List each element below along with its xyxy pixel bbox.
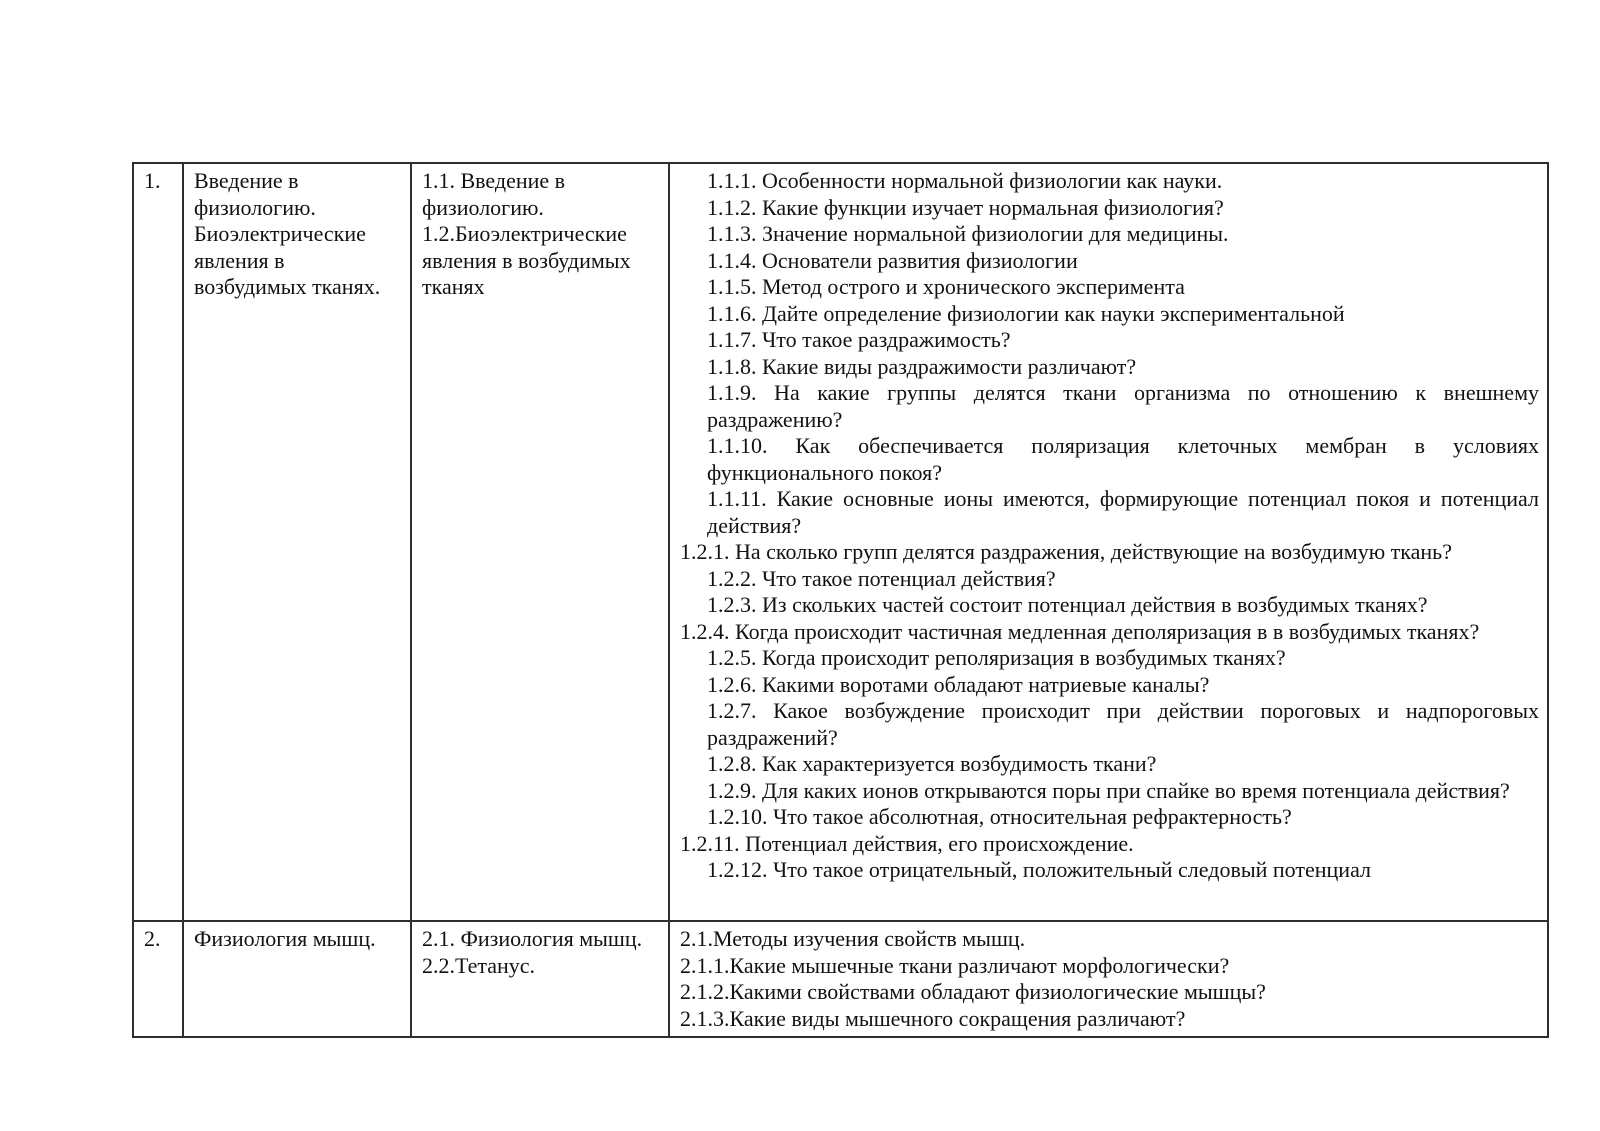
question-item: 1.2.8. Как характеризуется возбудимость ткани? <box>707 751 1157 776</box>
question-item: 2.1.Методы изучения свойств мышц. <box>680 926 1026 951</box>
subtopic-item: 2.2.Тетанус. <box>422 952 536 978</box>
question-item: 1.1.11. Какие основные ионы имеются, формирующие потенциал покоя и потенциал действия? <box>707 486 1539 538</box>
question-item: 2.1.1.Какие мышечные ткани различают морфологически? <box>680 952 1230 978</box>
question-item: 1.2.2. Что такое потенциал действия? <box>707 565 1056 591</box>
subtopic-item: 1.2.Биоэлектрические явления в возбудимых тканях <box>422 221 631 299</box>
question-item: 1.2.6. Какими воротами обладают натриевые каналы? <box>707 671 1210 697</box>
table-row <box>133 921 1548 1037</box>
question-item: 1.2.4. Когда происходит частичная медленная деполяризация в в возбудимых тканях? <box>680 618 1480 644</box>
row-number: 1. <box>144 168 161 193</box>
row-number: 2. <box>144 926 161 951</box>
question-item: 1.2.7. Какое возбуждение происходит при действии пороговых и надпороговых раздражений? <box>707 698 1539 750</box>
question-item: 1.1.7. Что такое раздражимость? <box>707 327 1011 352</box>
question-item: 1.1.10. Как обеспечивается поляризация клеточных мембран в условиях функционального покоя? <box>707 433 1539 485</box>
questions-cell <box>669 163 1548 921</box>
question-item: 1.1.1. Особенности нормальной физиологии как науки. <box>707 168 1223 193</box>
question-item: 1.1.8. Какие виды раздражимости различают? <box>707 353 1137 379</box>
questions-cell <box>669 921 1548 1037</box>
topic-text: Физиология мышц. <box>194 926 376 951</box>
table-row <box>133 163 1548 921</box>
question-item: 1.1.2. Какие функции изучает нормальная физиология? <box>707 194 1224 220</box>
subtopic-item: 1.1. Введение в физиологию. <box>422 168 566 220</box>
question-item: 1.2.3. Из скольких частей состоит потенциал действия в возбудимых тканях? <box>707 592 1428 617</box>
question-item: 1.2.10. Что такое абсолютная, относительная рефрактерность? <box>707 804 1292 829</box>
question-item: 1.2.11. Потенциал действия, его происхождение. <box>680 830 1134 856</box>
question-item: 1.1.6. Дайте определение физиологии как науки экспериментальной <box>707 300 1345 326</box>
question-item: 1.2.12. Что такое отрицательный, положительный следовый потенциал <box>707 857 1372 882</box>
row-number-cell <box>133 921 183 1037</box>
subtopics-cell <box>411 921 669 1037</box>
question-item: 2.1.2.Какими свойствами обладают физиологические мышцы? <box>680 979 1266 1004</box>
topic-cell <box>183 921 411 1037</box>
question-item: 1.1.4. Основатели развития физиологии <box>707 247 1078 273</box>
topics-questions-table <box>132 162 1549 1038</box>
question-item: 2.1.3.Какие виды мышечного сокращения различают? <box>680 1005 1186 1031</box>
question-item: 1.1.5. Метод острого и хронического эксперимента <box>707 274 1185 299</box>
subtopic-item: 2.1. Физиология мышц. <box>422 926 643 951</box>
topic-text: Введение в физиологию. Биоэлектрические явления в возбудимых тканях. <box>194 168 381 299</box>
question-item: 1.1.3. Значение нормальной физиологии для медицины. <box>707 221 1229 246</box>
question-item: 1.2.9. Для каких ионов открываются поры при спайке во время потенциала действия? <box>707 777 1510 803</box>
question-item: 1.2.1. На сколько групп делятся раздражения, действующие на возбудимую ткань? <box>680 539 1452 564</box>
row-number-cell <box>133 163 183 921</box>
question-item: 1.1.9. На какие группы делятся ткани организма по отношению к внешнему раздражению? <box>707 380 1539 432</box>
subtopics-cell <box>411 163 669 921</box>
topic-cell <box>183 163 411 921</box>
question-item: 1.2.5. Когда происходит реполяризация в возбудимых тканях? <box>707 645 1286 670</box>
